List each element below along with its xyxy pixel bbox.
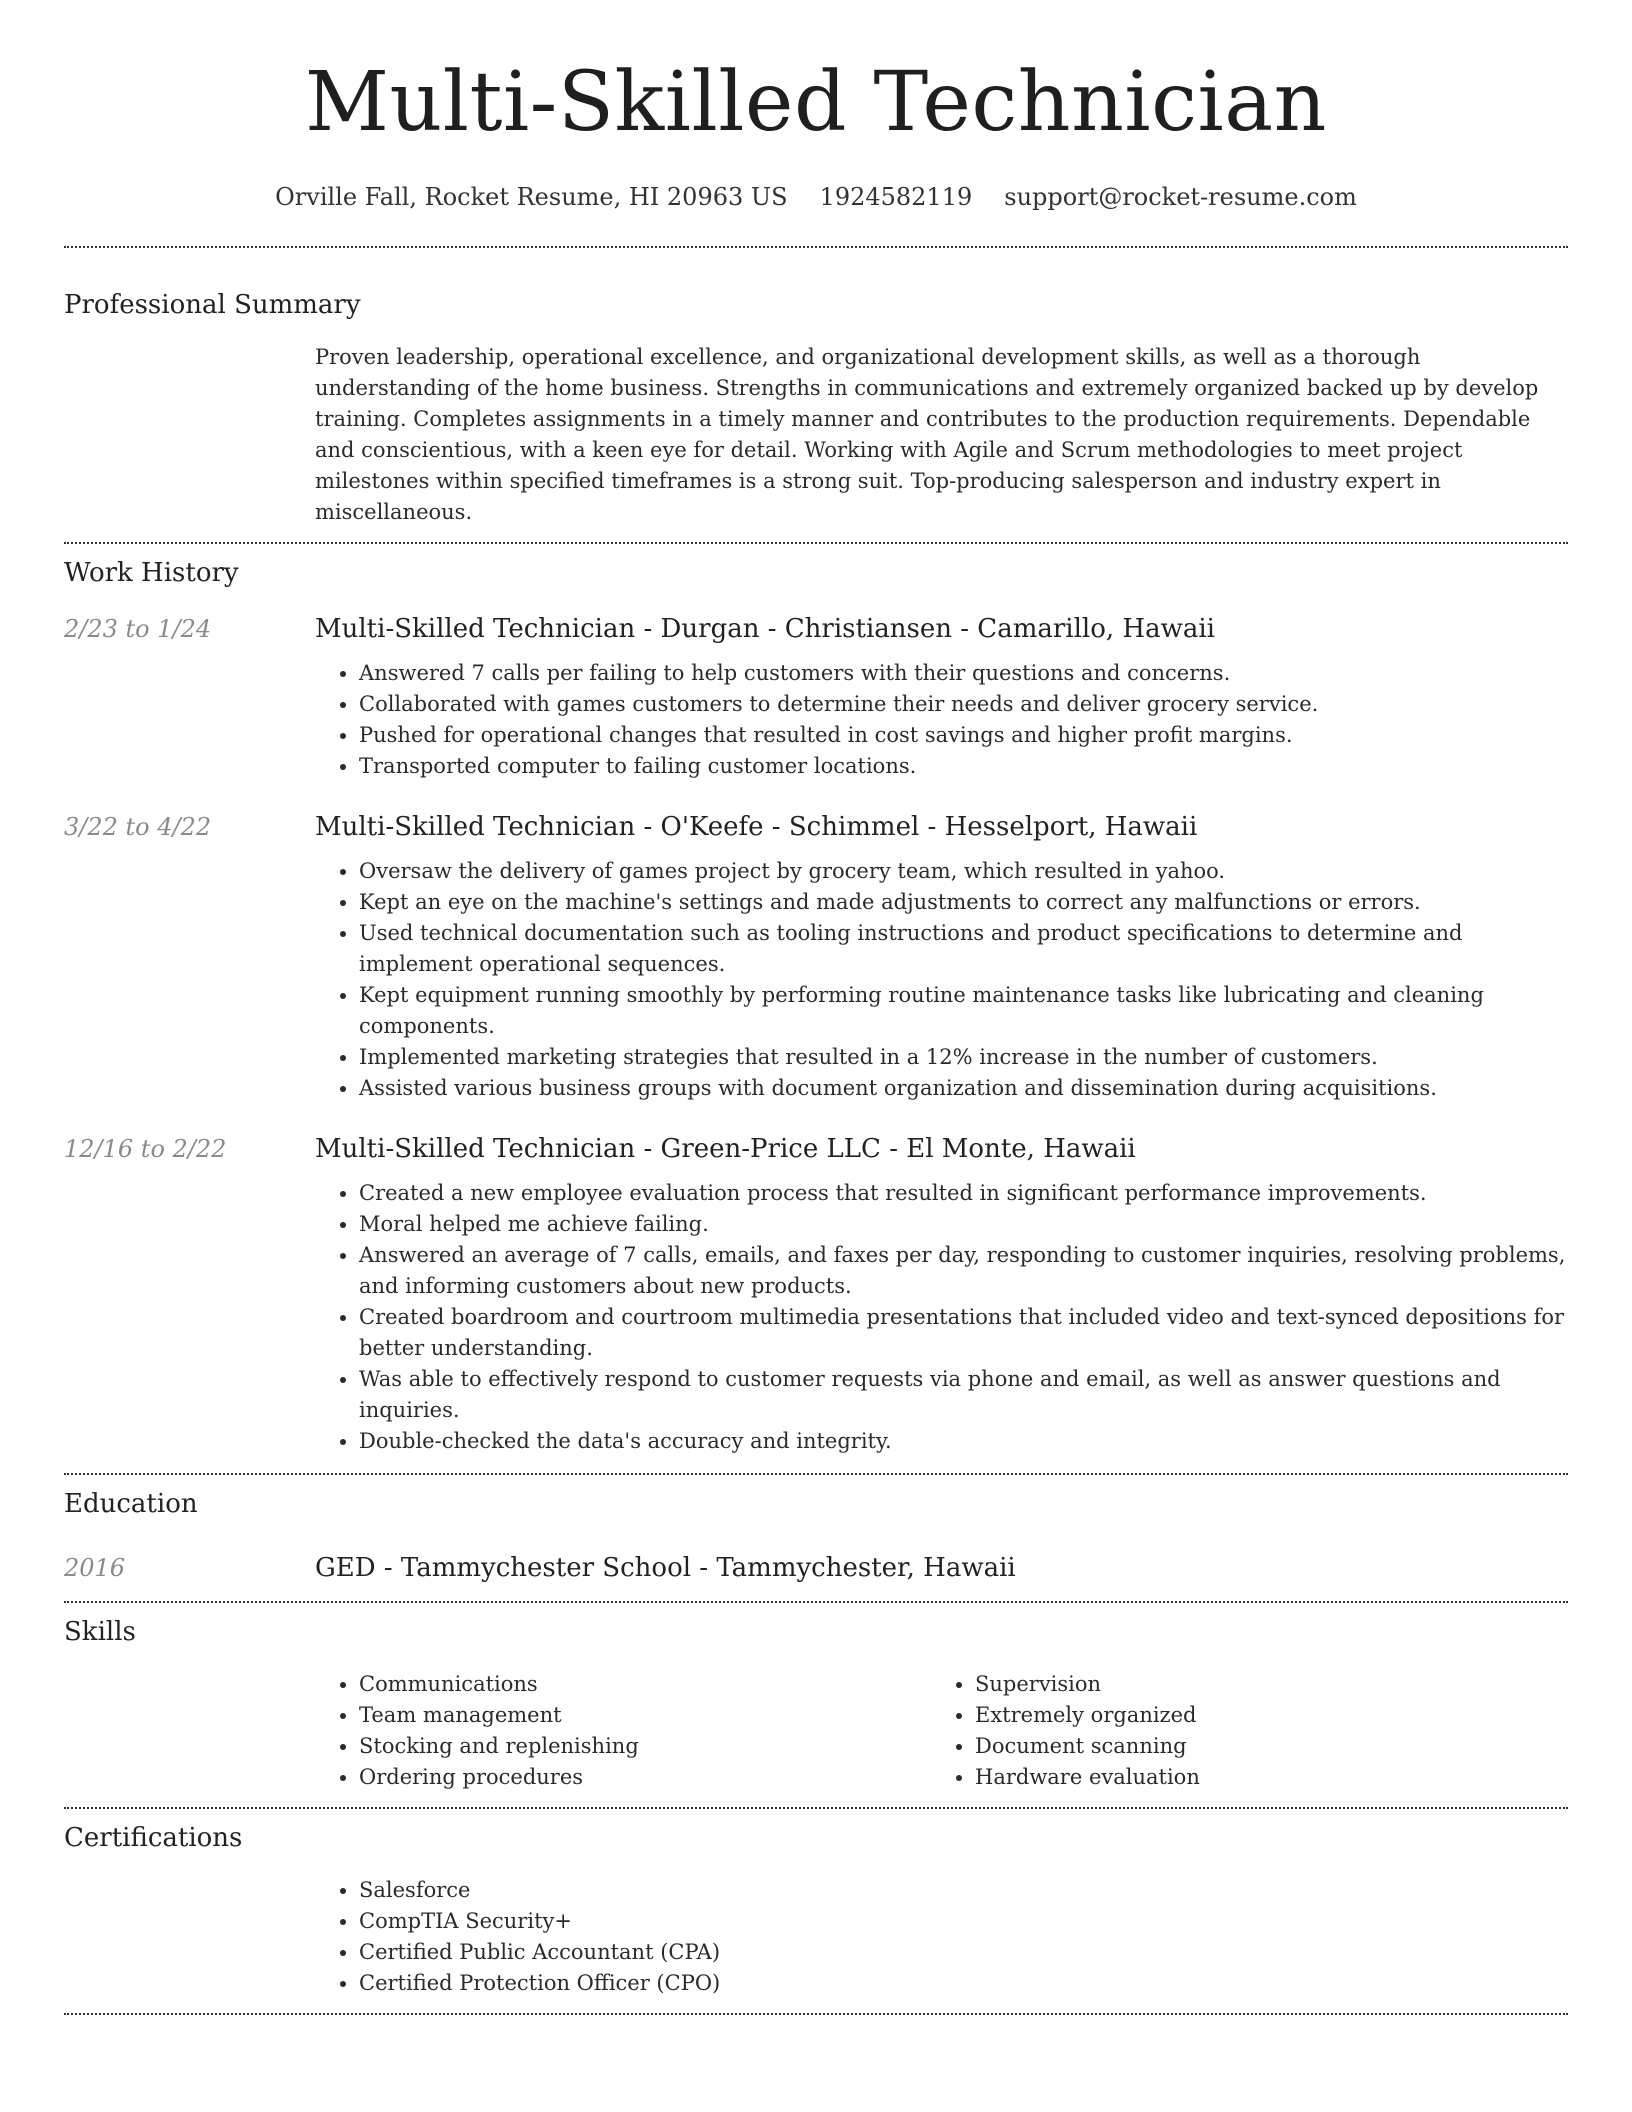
job-bullet: • Transported computer to failing customer locations. bbox=[359, 751, 1568, 782]
job-body bbox=[315, 612, 1568, 782]
job-bullet: • Kept an eye on the machine's settings and made adjustments to correct any malfunctions or errors. bbox=[359, 887, 1568, 918]
certification-item: • CompTIA Security+ bbox=[359, 1906, 1568, 1937]
contact-email: support@rocket-resume.com bbox=[1004, 183, 1357, 211]
skill-item: • Ordering procedures bbox=[359, 1762, 931, 1793]
job-bullet: • Kept equipment running smoothly by performing routine maintenance tasks like lubricating and cleaning components. bbox=[359, 980, 1568, 1042]
job-bullet: • Used technical documentation such as tooling instructions and product specifications to determine and implement operational sequences. bbox=[359, 918, 1568, 980]
skill-item: • Extremely organized bbox=[975, 1700, 1547, 1731]
summary-section bbox=[64, 288, 1568, 528]
job-body bbox=[315, 810, 1568, 1104]
divider bbox=[64, 1473, 1568, 1475]
job-bullet: • Collaborated with games customers to determine their needs and deliver grocery service. bbox=[359, 689, 1568, 720]
certification-item: • Certified Public Accountant (CPA) bbox=[359, 1937, 1568, 1968]
skills-right-list bbox=[931, 1669, 1547, 1793]
job-bullet: • Pushed for operational changes that resulted in cost savings and higher profit margins. bbox=[359, 720, 1568, 751]
divider bbox=[64, 246, 1568, 248]
skill-item: • Supervision bbox=[975, 1669, 1547, 1700]
section-title-certifications: Certifications bbox=[64, 1823, 243, 1853]
job-bullets bbox=[315, 856, 1568, 1104]
education-date: 2016 bbox=[64, 1554, 126, 1582]
job-dates: 3/22 to 4/22 bbox=[64, 813, 212, 841]
job-bullet: • Double-checked the data's accuracy and integrity. bbox=[359, 1426, 1568, 1457]
job-entry bbox=[64, 612, 1568, 782]
skills-grid bbox=[315, 1669, 1568, 1793]
contact-line bbox=[64, 178, 1568, 216]
summary-text: Proven leadership, operational excellence, and organizational development skills, as well as a thorough understanding of the home business. Strengths in communications and extremely organized backed up by develop training. Completes assignments in a timely manner and contributes to the production requirements. Dependable and conscientious, with a keen eye for detail. Working with Agile and Scrum methodologies to meet project milestones within specified timeframes is a strong suit. Top-producing salesperson and industry expert in miscellaneous. bbox=[315, 345, 1539, 524]
resume-page bbox=[64, 0, 1568, 2015]
job-bullet: • Moral helped me achieve failing. bbox=[359, 1209, 1568, 1240]
job-bullets bbox=[315, 658, 1568, 782]
job-bullet: • Created boardroom and courtroom multimedia presentations that included video and text-synced depositions for better understanding. bbox=[359, 1302, 1568, 1364]
education-entry bbox=[64, 1551, 1568, 1585]
job-bullet: • Answered 7 calls per failing to help customers with their questions and concerns. bbox=[359, 658, 1568, 689]
skill-item: • Communications bbox=[359, 1669, 931, 1700]
job-bullets bbox=[315, 1178, 1568, 1457]
job-bullet: • Answered an average of 7 calls, emails, and faxes per day, responding to customer inquiries, resolving problems, and informing customers about new products. bbox=[359, 1240, 1568, 1302]
skills-section bbox=[64, 1615, 1568, 1793]
skill-item: • Team management bbox=[359, 1700, 931, 1731]
job-bullet: • Oversaw the delivery of games project by grocery team, which resulted in yahoo. bbox=[359, 856, 1568, 887]
work-history-section bbox=[64, 556, 1568, 1457]
skill-item: • Document scanning bbox=[975, 1731, 1547, 1762]
job-entry bbox=[64, 1132, 1568, 1457]
section-title-skills: Skills bbox=[64, 1617, 136, 1647]
job-dates: 2/23 to 1/24 bbox=[64, 615, 212, 643]
certifications-section bbox=[64, 1821, 1568, 1999]
divider bbox=[64, 1807, 1568, 1809]
job-title: Multi-Skilled Technician - Durgan - Christiansen - Camarillo, Hawaii bbox=[315, 614, 1215, 644]
resume-name: Multi-Skilled Technician bbox=[305, 55, 1327, 150]
skill-item: • Stocking and replenishing bbox=[359, 1731, 931, 1762]
job-title: Multi-Skilled Technician - Green-Price LLC - El Monte, Hawaii bbox=[315, 1134, 1136, 1164]
job-bullet: • Implemented marketing strategies that resulted in a 12% increase in the number of customers. bbox=[359, 1042, 1568, 1073]
skills-left-list bbox=[315, 1669, 931, 1793]
education-title: GED - Tammychester School - Tammychester, Hawaii bbox=[315, 1553, 1016, 1583]
education-section bbox=[64, 1487, 1568, 1585]
certification-item: • Salesforce bbox=[359, 1875, 1568, 1906]
divider bbox=[64, 2013, 1568, 2015]
certifications-list bbox=[315, 1875, 1568, 1999]
job-bullet: • Created a new employee evaluation process that resulted in significant performance improvements. bbox=[359, 1178, 1568, 1209]
section-title-education: Education bbox=[64, 1489, 198, 1519]
skill-item: • Hardware evaluation bbox=[975, 1762, 1547, 1793]
jobs-list bbox=[64, 612, 1568, 1457]
certification-item: • Certified Protection Officer (CPO) bbox=[359, 1968, 1568, 1999]
job-title: Multi-Skilled Technician - O'Keefe - Schimmel - Hesselport, Hawaii bbox=[315, 812, 1198, 842]
job-dates: 12/16 to 2/22 bbox=[64, 1135, 227, 1163]
section-title-work-history: Work History bbox=[64, 558, 239, 588]
section-title-summary: Professional Summary bbox=[64, 290, 361, 320]
contact-phone: 1924582119 bbox=[819, 183, 973, 211]
contact-address: Orville Fall, Rocket Resume, HI 20963 US bbox=[275, 183, 788, 211]
divider bbox=[64, 1601, 1568, 1603]
job-bullet: • Was able to effectively respond to customer requests via phone and email, as well as answer questions and inquiries. bbox=[359, 1364, 1568, 1426]
job-entry bbox=[64, 810, 1568, 1104]
job-body bbox=[315, 1132, 1568, 1457]
divider bbox=[64, 542, 1568, 544]
job-bullet: • Assisted various business groups with document organization and dissemination during acquisitions. bbox=[359, 1073, 1568, 1104]
